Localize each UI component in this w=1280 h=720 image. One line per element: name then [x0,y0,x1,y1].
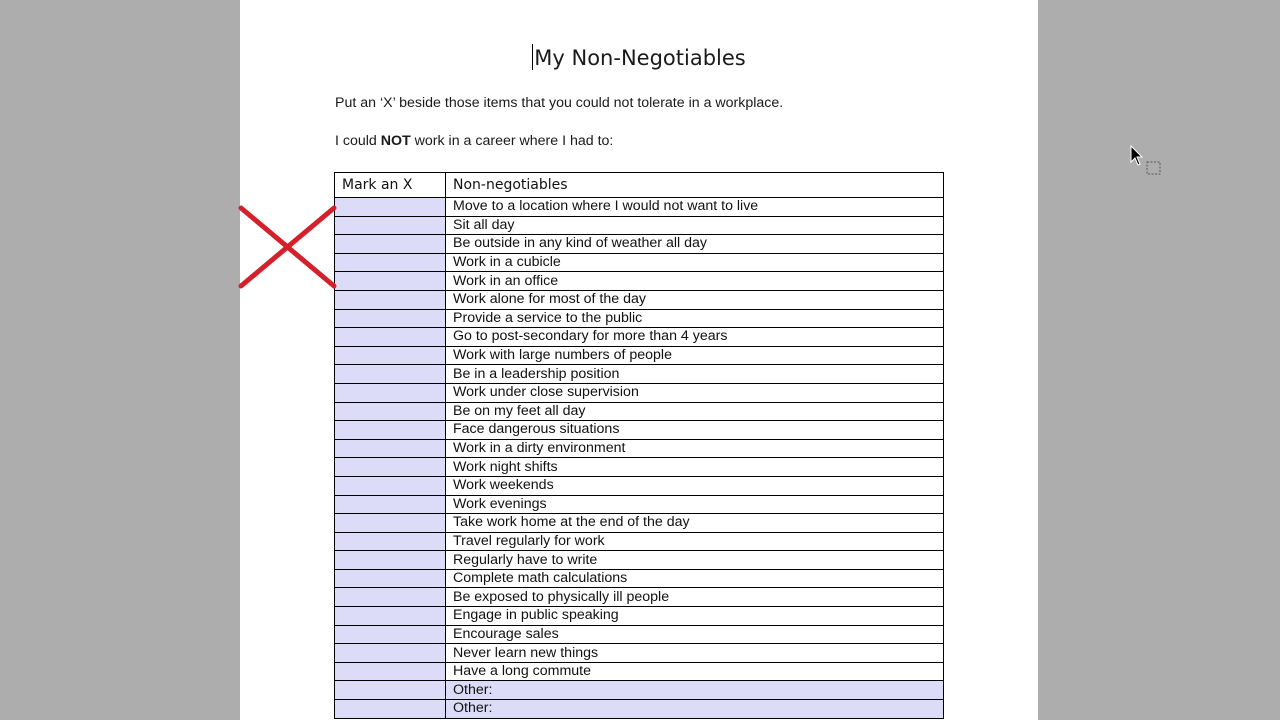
non-negotiable-item: Work alone for most of the day [446,290,944,309]
non-negotiable-item: Work weekends [446,476,944,495]
non-negotiable-item: Engage in public speaking [446,607,944,626]
non-negotiable-item: Work in an office [446,272,944,291]
red-x-mark-icon [238,204,338,290]
table-row [335,514,944,533]
table-row [335,290,944,309]
table-row [335,662,944,681]
mark-x-field[interactable] [335,439,446,458]
table-row [335,328,944,347]
non-negotiable-item: Be exposed to physically ill people [446,588,944,607]
non-negotiable-item: Work evenings [446,495,944,514]
table-row [335,365,944,384]
mark-x-field[interactable] [335,700,446,719]
table-row [335,458,944,477]
lead-text-before: I could [335,133,381,149]
mark-x-field[interactable] [335,328,446,347]
mark-x-field[interactable] [335,532,446,551]
mark-x-field[interactable] [335,569,446,588]
table-body [335,198,944,719]
table-row [335,551,944,570]
document-page [240,0,1038,720]
mark-x-field[interactable] [335,346,446,365]
non-negotiable-item: Go to post-secondary for more than 4 years [446,328,944,347]
non-negotiables-table [334,172,944,719]
table-header-row [335,173,944,198]
table-row [335,421,944,440]
non-negotiable-item: Work in a dirty environment [446,439,944,458]
table-row [335,383,944,402]
mark-x-field[interactable] [335,644,446,663]
mark-x-field[interactable] [335,588,446,607]
non-negotiable-item: Complete math calculations [446,569,944,588]
mark-x-field[interactable] [335,625,446,644]
other-entry-field[interactable]: Other: [446,681,944,700]
non-negotiable-item: Take work home at the end of the day [446,514,944,533]
non-negotiable-item: Regularly have to write [446,551,944,570]
mark-x-field[interactable] [335,458,446,477]
mark-x-field[interactable] [335,383,446,402]
non-negotiable-item: Be in a leadership position [446,365,944,384]
mark-x-field[interactable] [335,272,446,291]
mark-x-field[interactable] [335,607,446,626]
mark-x-field[interactable] [335,514,446,533]
table-row [335,309,944,328]
instruction-text: Put an ‘X’ beside those items that you could not tolerate in a workplace. [335,95,784,111]
non-negotiable-item: Have a long commute [446,662,944,681]
non-negotiable-item: Provide a service to the public [446,309,944,328]
non-negotiable-item: Work in a cubicle [446,253,944,272]
document-title-text: My Non-Negotiables [534,46,746,70]
mark-x-field[interactable] [335,253,446,272]
non-negotiable-item: Travel regularly for work [446,532,944,551]
mark-x-field[interactable] [335,365,446,384]
table-row [335,216,944,235]
mark-x-field[interactable] [335,681,446,700]
header-mark-an-x: Mark an X [335,173,446,198]
lead-text-after: work in a career where I had to: [410,133,614,149]
non-negotiable-item: Encourage sales [446,625,944,644]
header-non-negotiables: Non-negotiables [446,173,944,198]
table-row [335,644,944,663]
mark-x-field[interactable] [335,551,446,570]
table-row [335,346,944,365]
mark-x-field[interactable] [335,402,446,421]
mark-x-field[interactable] [335,290,446,309]
mark-x-field[interactable] [335,662,446,681]
table-row [335,495,944,514]
non-negotiable-item: Sit all day [446,216,944,235]
non-negotiable-item: Work night shifts [446,458,944,477]
table-row [335,681,944,700]
non-negotiable-item: Move to a location where I would not want to live [446,198,944,217]
non-negotiable-item: Work with large numbers of people [446,346,944,365]
other-entry-field[interactable]: Other: [446,700,944,719]
lead-text [335,133,613,149]
table-row [335,439,944,458]
lead-text-bold: NOT [380,133,411,149]
table-row [335,625,944,644]
non-negotiable-item: Face dangerous situations [446,421,944,440]
non-negotiable-item: Be on my feet all day [446,402,944,421]
mark-x-field[interactable] [335,216,446,235]
table-row [335,402,944,421]
table-row [335,272,944,291]
non-negotiable-item: Never learn new things [446,644,944,663]
document-title[interactable] [240,44,1038,70]
mark-x-field[interactable] [335,235,446,254]
table-row [335,607,944,626]
mark-x-field[interactable] [335,309,446,328]
non-negotiable-item: Be outside in any kind of weather all day [446,235,944,254]
table-row [335,253,944,272]
table-row [335,700,944,719]
table-row [335,569,944,588]
non-negotiable-item: Work under close supervision [446,383,944,402]
table-row [335,198,944,217]
mark-x-field[interactable] [335,421,446,440]
mark-x-field[interactable] [335,198,446,217]
arrow-cursor-icon [1130,145,1162,177]
mark-x-field[interactable] [335,476,446,495]
table-row [335,532,944,551]
table-row [335,588,944,607]
table-row [335,235,944,254]
mark-x-field[interactable] [335,495,446,514]
table-row [335,476,944,495]
